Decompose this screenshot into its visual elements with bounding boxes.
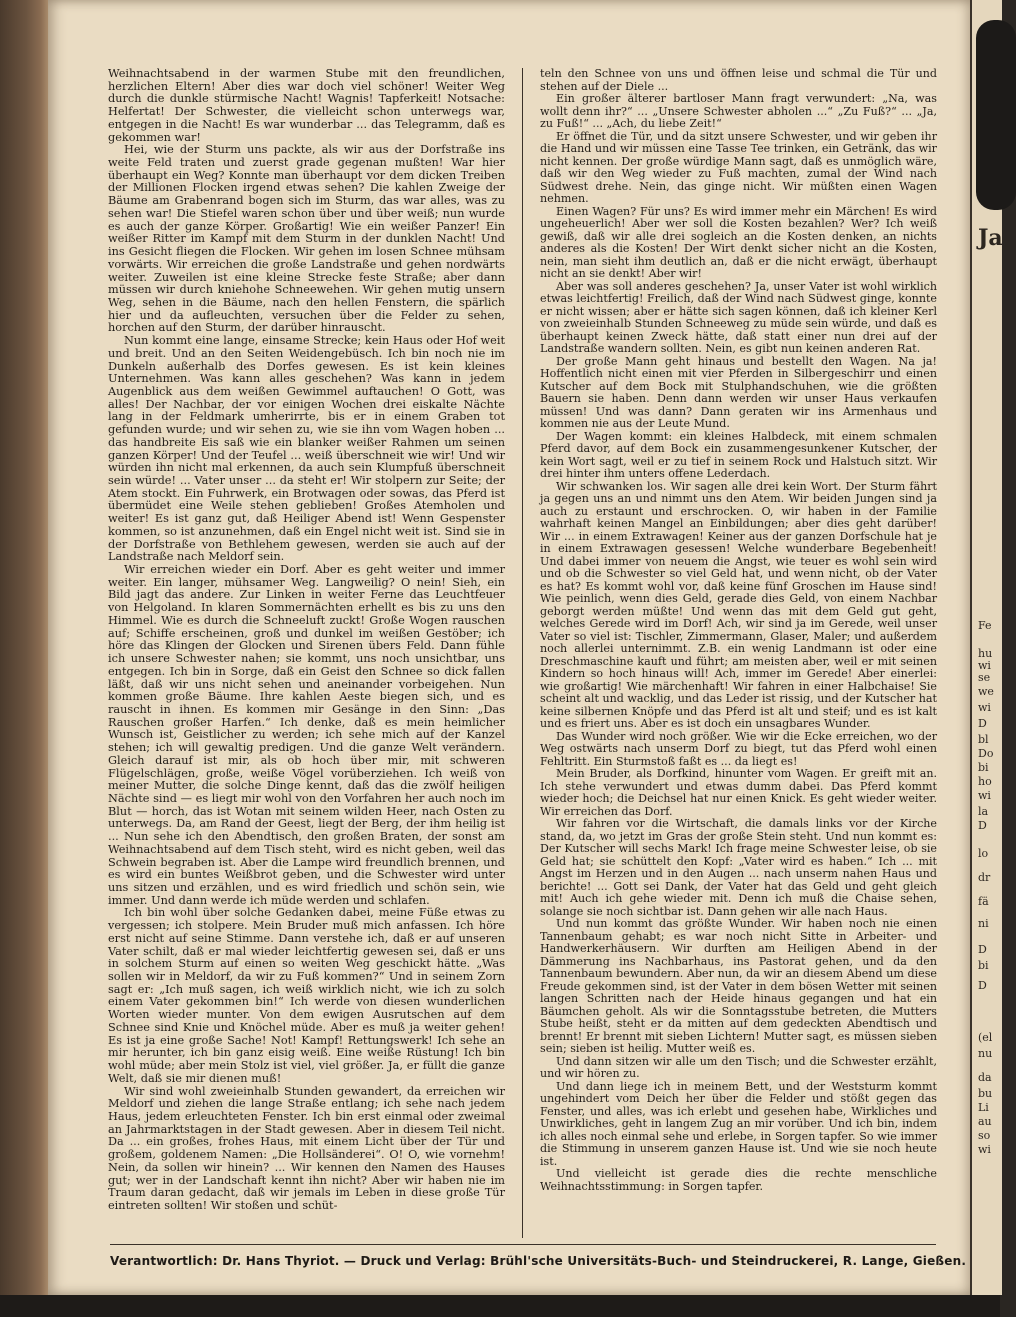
adjacent-page-fragment: wi — [978, 789, 991, 802]
adjacent-page-fragment: hu — [978, 647, 993, 660]
adjacent-page-edge — [970, 0, 1002, 1295]
adjacent-page-fragment: D — [978, 717, 987, 730]
paragraph: Ich bin wohl über solche Gedanken dabei, meine Füße etwas zu vergessen; ich stolpere. Mein Bruder muß mich anfassen. Ich höre erst nicht auf seine Stimme. Dann verstehe ich, daß er auf unseren Vater schilt, daß er mal wieder leichtfertig gewesen sei, daß er uns in solchem Sturm auf einen so weiten Weg geschickt hätte. „Was sollen wir in Meldorf, da wir zu Fuß kommen?“ Und in seinem Zorn sagt er: „Ich muß sagen, ich weiß wirklich nicht, wie ich zu solch einem Vater gekommen bin!“ Ich werde von diesen wunderlichen Worten wieder munter. Von dem ewigen Ausrutschen auf dem Schnee sind Knie und Knöchel müde. Aber es muß ja weiter gehen! Es ist ja eine große Sache! Not! Kampf! Rettungswerk! Ich sehe an mir herunter, ich bin ganz eisig weiß. Eine weiße Rüstung! Ich bin wohl müde; aber mein Stolz ist viel, viel größer. Ja, er füllt die ganze Welt, daß sie mir dienen muß! — [108, 906, 505, 1085]
paragraph: teln den Schnee von uns und öffnen leise und schmal die Tür und stehen auf der Diele ... — [540, 67, 937, 93]
paragraph: Mein Bruder, als Dorfkind, hinunter vom Wagen. Er greift mit an. Ich stehe verwundert und etwas dumm dabei. Das Pferd kommt wieder hoch; die Deichsel hat nur einen Knick. Es geht wieder weiter. Wir erreichen das Dorf. — [540, 767, 937, 818]
adjacent-page-fragment: bi — [978, 761, 989, 774]
paragraph: Er öffnet die Tür, und da sitzt unsere Schwester, und wir geben ihr die Hand und wir müssen eine Tasse Tee trinken, ein Getränk, das wir nicht kennen. Der große würdige Mann sagt, daß es unmöglich wäre, daß wir den Weg wieder zu Fuß machten, zumal der Wind nach Südwest drehe. Nein, das ginge nicht. Wir müßten einen Wagen nehmen. — [540, 129, 937, 205]
adjacent-page-fragment: fä — [978, 895, 989, 908]
paragraph: Der Wagen kommt: ein kleines Halbdeck, mit einem schmalen Pferd davor, auf dem Bock ein zusammengesunkener Kutscher, der kein Wort sagt, weil er zu tief in seinem Rock und Halstuch sitzt. Wir drei hinter ihm unters offene Lederdach. — [540, 429, 937, 480]
paragraph: Wir schwanken los. Wir sagen alle drei kein Wort. Der Sturm fährt ja gegen uns an und nimmt uns den Atem. Wir beiden Jungen sind ja auch zu erstaunt und erschrocken. O, wir haben in der Familie wahrhaft keinen Mangel an Einbildungen; aber dies geht darüber! Wir ... in einem Extrawagen! Keiner aus der ganzen Dorfschule hat je in einem Extrawagen gesessen! Welche wunderbare Begebenheit! Und dabei immer von neuem die Angst, wie teuer es wohl sein wird und ob die Schwester so viel Geld hat, und wenn nicht, ob der Vater es hat? Es kommt wohl vor, daß keine fünf Groschen im Hause sind! Wie peinlich, wenn dies Geld, gerade dies Geld, von einem Nachbar geborgt werden müßte! Und wenn das mit dem Geld gut geht, welches Gerede wird im Dorf! Ach, wir sind ja im Gerede, weil unser Vater so viel ist: Tischler, Zimmermann, Glaser, Maler; und außerdem noch allerlei unternimmt. Z.B. ein wenig Landmann ist oder eine Dreschmaschine kauft und führt; am meisten aber, weil er mit seinen Kindern so hoch hinaus will! Ach, immer im Gerede! Aber einerlei: wie großartig! Wie märchenhaft! Wir fahren in einer Halbchaise! Sie scheint alt und wacklig, und das Leder ist rissig, und der Kutscher hat keine silbernen Knöpfe und das Pferd ist alt und steif; und es ist kalt und es friert uns. Aber es ist doch ein unsagbares Wunder. — [540, 479, 937, 730]
article-column-left — [108, 68, 505, 1213]
adjacent-page-fragment: bi — [978, 959, 989, 972]
paragraph: Wir fahren vor die Wirtschaft, die damals links vor der Kirche stand, da, wo jetzt im Gras der große Stein steht. Und nun kommt es: Der Kutscher will sechs Mark! Ich frage meine Schwester leise, ob sie Geld hat; sie schüttelt den Kopf: „Vater wird es haben.“ Ich ... mit Angst im Herzen und in den Augen ... nach unserm nahen Haus und berichte! ... Gott sei Dank, der Vater hat das Geld und geht gleich mit! Auch ich gehe wieder mit. Denn ich muß die Chaise sehen, solange sie noch sichtbar ist. Dann gehen wir alle nach Haus. — [540, 817, 937, 918]
adjacent-page-fragment: dr — [978, 871, 991, 884]
adjacent-page-fragment: D — [978, 979, 987, 992]
adjacent-page-fragment: Do — [978, 747, 994, 760]
adjacent-page-fragment: lo — [978, 847, 989, 860]
paragraph: Wir sind wohl zweieinhalb Stunden gewandert, da erreichen wir Meldorf und ziehen die lange Straße entlang; ich sehe nach jedem Haus, jedem erleuchteten Fenster. Ich bin erst einmal oder zweimal an Jahrmarktstagen in der Stadt gewesen. Aber in diesem Teil nicht. Da ... ein großes, frohes Haus, mit einem Licht über der Tür und großem, goldenem Namen: „Die Hollsänderei“. O! O, wie vornehm! Nein, da sollen wir hinein? ... Wir kennen den Namen des Hauses gut; wer in der Landschaft kennt ihn nicht? Aber wir haben nie im Traum daran gedacht, daß wir jemals im Leben in diese große Tür eintreten sollten! Wir stoßen und schüt- — [108, 1084, 505, 1212]
column-divider — [522, 68, 523, 1238]
paragraph: Aber was soll anderes geschehen? Ja, unser Vater ist wohl wirklich etwas leichtfertig! Freilich, daß der Wind nach Südwest ginge, konnte er nicht wissen; aber er hätte sich sagen können, daß ich kleiner Kerl von zweieinhalb Stunden Schneeweg zu müde sein würde, und daß es überhaupt keinen Zweck hätte, daß statt einer nun drei auf der Landstraße wandern sollten. Nein, es gibt nun keinen anderen Rat. — [540, 279, 937, 355]
article-column-right — [540, 68, 937, 1193]
scan-bottom-edge — [0, 1295, 1000, 1317]
adjacent-page-fragment: Li — [978, 1101, 989, 1114]
paragraph: Und dann liege ich in meinem Bett, und der Weststurm kommt ungehindert vom Deich her über die Felder und stößt gegen das Fenster, und alles, was ich erlebt und gesehen habe, Wirkliches und Unwirkliches, geht in langem Zug an mir vorüber. Und ich bin, indem ich alles noch einmal sehe und erlebe, in Sorgen tapfer. So wie immer die Stimmung in unserem ganzen Hause ist. Und wie sie noch heute ist. — [540, 1079, 937, 1168]
adjacent-page-fragment: wi — [978, 701, 991, 714]
paragraph: Weihnachtsabend in der warmen Stube mit den freundlichen, herzlichen Eltern! Aber dies war doch viel schöner! Weiter Weg durch die dunkle stürmische Nacht! Wagnis! Tapferkeit! Notsache: Helfertat! Der Schwester, die vielleicht schon unterwegs war, entgegen in die Nacht! Es war wunderbar ... das Telegramm, daß es gekommen war! — [108, 67, 505, 144]
paragraph: Ein großer älterer bartloser Mann fragt verwundert: „Na, was wollt denn ihr?“ ... „Unsere Schwester abholen ...“ „Zu Fuß?“ ... „Ja, zu Fuß!“ ... „Ach, du liebe Zeit!“ — [540, 92, 937, 130]
footer-rule — [110, 1244, 936, 1245]
adjacent-page-fragment: wi — [978, 1143, 991, 1156]
adjacent-page-fragment: we — [978, 685, 994, 698]
paragraph: Und dann sitzen wir alle um den Tisch; und die Schwester erzählt, und wir hören zu. — [540, 1054, 937, 1080]
adjacent-page-fragment: D — [978, 819, 987, 832]
book-binding — [0, 0, 48, 1317]
adjacent-page-fragment: (el — [978, 1031, 993, 1044]
paragraph: Einen Wagen? Für uns? Es wird immer mehr ein Märchen! Es wird ungeheuerlich! Aber wer soll die Kosten bezahlen? Wer? Ich weiß gewiß, daß wir alle drei sogleich an die Kosten denken, an nichts anderes als die Kosten! Der Wirt denkt sicher nicht an die Kosten, nein, man sieht ihm deutlich an, daß er die nicht erwägt, überhaupt nicht an sie denkt! Aber wir! — [540, 204, 937, 280]
adjacent-page-fragment: ho — [978, 775, 992, 788]
paragraph: Und vielleicht ist gerade dies die rechte menschliche Weihnachtsstimmung: in Sorgen tapfer. — [540, 1167, 937, 1193]
adjacent-page-fragment: la — [978, 805, 989, 818]
paragraph: Wir erreichen wieder ein Dorf. Aber es geht weiter und immer weiter. Ein langer, mühsamer Weg. Langweilig? O nein! Sieh, ein Bild jagt das andere. Zur Linken in weiter Ferne das Leuchtfeuer von Helgoland. In klaren Sommernächten erhellt es bis zu uns den Himmel. Wie es durch die Schneeluft zuckt! Große Wogen rauschen auf; Schiffe erscheinen, groß und dunkel im weißen Gestöber; ich höre das Klingen der Glocken und Sirenen übers Feld. Dann fühle ich unsere Schwester nahen; sie kommt, uns noch unsichtbar, uns entgegen. Ich bin in Sorge, daß ein Geist den Schnee so dick fallen läßt, daß wir uns nicht sehen und aneinander vorbeigehen. Nun kommen große Bäume. Ihre kahlen Aeste biegen sich, und es rauscht in ihnen. Es kommen mir Gesänge in den Sinn: „Das Rauschen großer Harfen.“ Ich denke, daß es mein heimlicher Wunsch ist, Geistlicher zu werden; ich sehe mich auf der Kanzel stehen; ich will gewaltig predigen. Und die ganze Welt verändern. Gleich darauf ist mir, als ob hoch über mir, mit schweren Flügelschlägen, große, weiße Vögel vorüberziehen. Ich weiß von meiner Mutter, die solche Dinge kennt, daß das die zwölf heiligen Nächte sind — es liegt mir wohl von den Vorfahren her auch noch im Blut — horch, das ist Wotan mit seinem wilden Heer, nach Osten zu unterwegs. Da, am Rand der Geest, liegt der Berg, der ihm heilig ist ... Nun sehe ich den Abendtisch, den großen Braten, der sonst am Weihnachtsabend auf dem Tisch steht, wird es nicht geben, weil das Schwein begraben ist. Aber die Lampe wird freundlich brennen, und es wird ein buntes Weißbrot geben, und die Schwester wird unter uns sitzen und erzählen, und es wird friedlich und schön sein, wie immer. Und dann werde ich müde werden und schlafen. — [108, 563, 505, 907]
adjacent-page-fragment: wi — [978, 659, 991, 672]
paragraph: Hei, wie der Sturm uns packte, als wir aus der Dorfstraße ins weite Feld traten und zuerst grade gegenan mußten! War hier überhaupt ein Weg? Konnte man überhaupt vor dem dicken Treiben der Millionen Flocken irgend etwas sehen? Die kahlen Zweige der Bäume am Grabenrand bogen sich im Sturm, das war alles, was zu sehen war! Die Stiefel waren schon über und über weiß; nun wurde es auch der ganze Körper. Großartig! Wie ein weißer Panzer! Ein weißer Ritter im Kampf mit dem Sturm in der dunklen Nacht! Und ins Gesicht fliegen die Flocken. Wir gehen im losen Schnee mühsam vorwärts. Wir erreichen die große Landstraße und gehen nordwärts weiter. Zuweilen ist eine kleine Strecke feste Straße; aber dann müssen wir durch kniehohe Schneewehen. Wir gehen mutig unsern Weg, sehen in die Bäume, nach den hellen Fenstern, die spärlich hier und da aufleuchten, versuchen über die Felder zu sehen, horchen auf den Sturm, der darüber hinrauscht. — [108, 143, 505, 335]
adjacent-page-fragment: bl — [978, 733, 989, 746]
imprint-footer: Verantwortlich: Dr. Hans Thyriot. — Druck und Verlag: Brühl'sche Universitäts-Buch- und Steindruckerei, R. Lange, Gießen. — [110, 1254, 967, 1268]
paragraph: Und nun kommt das größte Wunder. Wir haben noch nie einen Tannenbaum gehabt; es war noch nicht Sitte in Arbeiter- und Handwerkerhäusern. Wir durften am Heiligen Abend in der Dämmerung ins Nachbarhaus, ins Pastorat gehen, und da den Tannenbaum bewundern. Aber nun, da wir an diesem Abend um diese Freude gekommen sind, ist der Vater in dem bösen Wetter mit seinen langen Schritten nach der Heide hinaus gegangen und hat ein Bäumchen geholt. Als wir die Sonntagsstube betreten, die Mutters Stube heißt, steht er da mitten auf dem gedeckten Abendtisch und brennt! Er brennt mit sieben Lichtern! Mutter sagt, es müssen sieben sein; sieben ist heilig. Mutter weiß es. — [540, 917, 937, 1055]
adjacent-page-fragment: Fe — [978, 619, 992, 632]
adjacent-page-fragment: se — [978, 671, 991, 684]
adjacent-page-fragment: Ja — [978, 225, 1003, 251]
adjacent-page-fragment: ni — [978, 917, 989, 930]
adjacent-page-fragment: so — [978, 1129, 991, 1142]
adjacent-page-fragment: nu — [978, 1047, 993, 1060]
adjacent-page-fragment: bu — [978, 1087, 993, 1100]
adjacent-page-fragment: au — [978, 1115, 992, 1128]
paragraph: Der große Mann geht hinaus und bestellt den Wagen. Na ja! Hoffentlich nicht einen mit vier Pferden in Silbergeschirr und einen Kutscher auf dem Bock mit Stulphandschuhen, wie die größten Bauern sie haben. Denn dann werden wir unser Haus verkaufen müssen! Und was dann? Dann geraten wir ins Armenhaus und kommen nie aus der Leute Mund. — [540, 354, 937, 430]
paragraph: Nun kommt eine lange, einsame Strecke; kein Haus oder Hof weit und breit. Und an den Seiten Weidengebüsch. Ich bin noch nie im Dunkeln außerhalb des Dorfes gewesen. Es ist kein kleines Unternehmen. Was kann alles geschehen? Was kann in jedem Augenblick aus dem weißen Gewimmel auftauchen! O Gott, was alles! Der Nachbar, der vor einigen Wochen drei eiskalte Nächte lang in der Feldmark umherirrte, bis er in einem Graben tot gefunden wurde; und wir sehen zu, wie sie ihn vom Wagen hoben ... das handbreite Eis saß wie ein blanker weißer Rahmen um seinen ganzen Körper! Und der Teufel ... weiß überschneit wie wir! Und wir würden ihn nicht mal erkennen, da auch sein Klumpfuß überschneit sein würde! ... Vater unser ... da steht er! Wir stolpern zur Seite; der Atem stockt. Ein Fuhrwerk, ein Brotwagen oder sowas, das Pferd ist übermüdet eine Weile stehen geblieben! Großes Atemholen und weiter! Es ist ganz gut, daß Heiliger Abend ist! Wenn Gespenster kommen, so ist anzunehmen, daß ein Engel nicht weit ist. Sind sie in der Dorfstraße von Bethlehem gewesen, werden sie auch auf der Landstraße nach Meldorf sein. — [108, 334, 505, 564]
adjacent-page-fragment: da — [978, 1071, 992, 1084]
adjacent-page-dark-letter — [976, 20, 1016, 210]
adjacent-page-fragment: D — [978, 943, 987, 956]
paragraph: Das Wunder wird noch größer. Wie wir die Ecke erreichen, wo der Weg ostwärts nach unserm Dorf zu biegt, tut das Pferd wohl einen Fehltritt. Ein Sturmstoß faßt es ... da liegt es! — [540, 729, 937, 768]
